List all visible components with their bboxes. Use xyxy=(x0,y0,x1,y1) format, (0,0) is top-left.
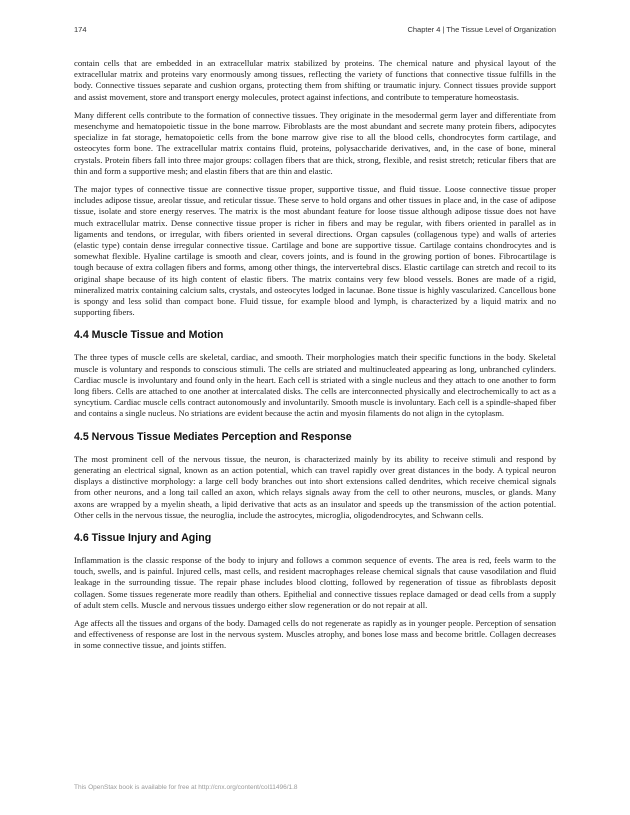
chapter-title: Chapter 4 | The Tissue Level of Organization xyxy=(407,25,556,34)
page-body xyxy=(74,58,556,659)
paragraph: contain cells that are embedded in an extracellular matrix stabilized by proteins. The chemical nature and physical layout of the extracellular matrix and proteins vary enormously among tissues, reflecting the variety of functions that connective tissue fulfills in the body. Connective tissues separate and cushion organs, protecting them from shifting or traumatic injury. Connect tissues provide support and assist movement, store and transport energy molecules, protect against infections, and contribute to temperature homeostasis. xyxy=(74,58,556,102)
paragraph: The major types of connective tissue are connective tissue proper, supportive tissue, and fluid tissue. Loose connective tissue proper includes adipose tissue, areolar tissue, and reticular tissue. These serve to hold organs and other tissues in place and, in the case of adipose tissue, isolate and store energy reserves. The matrix is the most abundant feature for loose tissue although adipose tissue does not have much extracellular matrix. Dense connective tissue proper is richer in fibers and may be regular, with fibers oriented in parallel as in ligaments and tendons, or irregular, with fibers oriented in several directions. Organ capsules (collagenous type) and walls of arteries (elastic type) contain dense irregular connective tissue. Cartilage and bone are supportive tissue. Cartilage contains chondrocytes and is somewhat flexible. Hyaline cartilage is smooth and clear, covers joints, and is found in the growing portion of bones. Fibrocartilage is tough because of extra collagen fibers and forms, among other things, the intervertebral discs. Elastic cartilage can stretch and recoil to its original shape because of its high content of elastic fibers. The matrix contains very few blood vessels. Bones are made of a rigid, mineralized matrix containing calcium salts, crystals, and osteocytes lodged in lacunae. Bone tissue is highly vascularized. Cancellous bone is spongy and less solid than compact bone. Fluid tissue, for example blood and lymph, is characterized by a liquid matrix and no supporting fibers. xyxy=(74,184,556,318)
page-number: 174 xyxy=(74,25,87,34)
section-heading-tissue-injury: 4.6 Tissue Injury and Aging xyxy=(74,531,212,544)
paragraph: The three types of muscle cells are skeletal, cardiac, and smooth. Their morphologies match their specific functions in the body. Skeletal muscle is voluntary and responds to conscious stimuli. The cells are striated and multinucleated appearing as long, unbranched cylinders. Cardiac muscle is involuntary and found only in the heart. Each cell is striated with a single nucleus and they attach to one another to form long fibers. Cells are attached to one another at intercalated disks. The cells are interconnected physically and electrochemically to act as a syncytium. Cardiac muscle cells contract autonomously and involuntarily. Smooth muscle is involuntary. Each cell is a spindle-shaped fiber and contains a single nucleus. No striations are evident because the actin and myosin filaments do not align in the cytoplasm. xyxy=(74,352,556,419)
running-header xyxy=(74,25,556,37)
section-heading-nervous-tissue: 4.5 Nervous Tissue Mediates Perception and Response xyxy=(74,430,352,443)
paragraph: Inflammation is the classic response of the body to injury and follows a common sequence of events. The area is red, feels warm to the touch, swells, and is painful. Injured cells, mast cells, and resident macrophages release chemical signals that cause vasodilation and fluid leakage in the surrounding tissue. The repair phase includes blood clotting, followed by regeneration of tissue as fibroblasts deposit collagen. Some tissues regenerate more readily than others. Epithelial and connective tissues replace damaged or dead cells from a supply of adult stem cells. Muscle and nervous tissues undergo either slow regeneration or do not repair at all. xyxy=(74,554,556,610)
section-heading-muscle-tissue: 4.4 Muscle Tissue and Motion xyxy=(74,329,224,342)
paragraph: Age affects all the tissues and organs of the body. Damaged cells do not regenerate as rapidly as in younger people. Perception of sensation and effectiveness of response are lost in the nervous system. Muscles atrophy, and bones lose mass and become brittle. Collagen decreases in some connective tissue, and joints stiffen. xyxy=(74,617,556,651)
paragraph: Many different cells contribute to the formation of connective tissues. They originate in the mesodermal germ layer and differentiate from mesenchyme and hematopoietic tissue in the bone marrow. Fibroblasts are the most abundant and secrete many protein fibers, adipocytes specialize in fat storage, hematopoietic cells from the bone marrow give rise to all the blood cells, chondrocytes form cartilage, and osteocytes form bone. The extracellular matrix contains fluid, proteins, polysaccharide derivatives, and, in the case of bone, mineral crystals. Protein fibers fall into three major groups: collagen fibers that are thick, strong, flexible, and resist stretch; reticular fibers that are thin and form a supportive mesh; and elastin fibers that are thin and elastic. xyxy=(74,109,556,176)
paragraph: The most prominent cell of the nervous tissue, the neuron, is characterized mainly by its ability to receive stimuli and respond by generating an electrical signal, known as an action potential, which can travel rapidly over great distances in the body. A typical neuron displays a distinctive morphology: a large cell body branches out into short extensions called dendrites, which receive chemical signals from other neurons, and a long tail called an axon, which relays signals away from the cell to other neurons, muscles, or glands. Many axons are wrapped by a myelin sheath, a lipid derivative that acts as an insulator and speeds up the transmission of the action potential. Other cells in the nervous tissue, the neuroglia, include the astrocytes, microglia, oligodendrocytes, and Schwann cells. xyxy=(74,453,556,520)
page-footer: This OpenStax book is available for free at http://cnx.org/content/col11496/1.8 xyxy=(74,784,298,791)
